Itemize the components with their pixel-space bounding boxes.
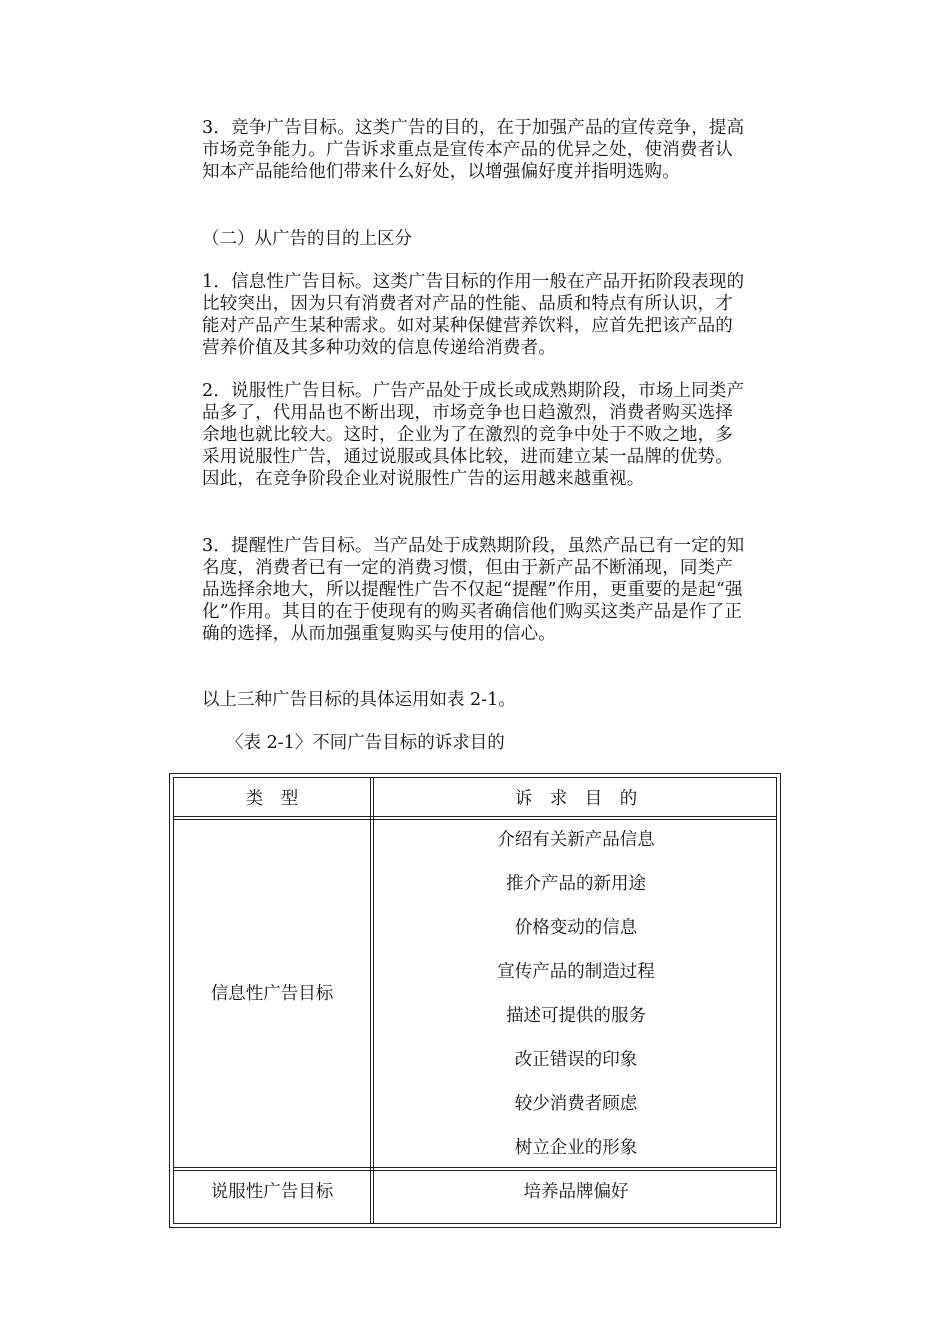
row-divider bbox=[174, 1170, 776, 1171]
goals-table bbox=[169, 773, 781, 1228]
paragraph-summary: 以上三种广告目标的具体运用如表 2-1。 bbox=[202, 690, 516, 710]
table-inner-border bbox=[173, 777, 777, 1224]
paragraph-informative-goal: 1．信息性广告目标。这类广告目标的作用一般在产品开拓阶段表现的比较突出，因为只有消费者对产品的性能、品质和特点有所认识，才能对产品产生某种需求。如对某种保健营养饮料，应首先把该产品的营养价值及其多种功效的信息传递给消费者。 bbox=[202, 272, 745, 358]
table-caption: 〈表 2-1〉不同广告目标的诉求目的 bbox=[226, 733, 505, 753]
purpose-item: 宣传产品的制造过程 bbox=[497, 962, 655, 982]
paragraph-persuasive-goal: 2．说服性广告目标。广告产品处于成长或成熟期阶段，市场上同类产品多了，代用品也不断出现，市场竞争也日趋激烈，消费者购买选择余地也就比较大。这时，企业为了在激烈的竞争中处于不败之地，多采用说服性广告，通过说服或具体比较，进而建立某一品牌的优势。因此，在竞争阶段企业对说服性广告的运用越来越重视。 bbox=[202, 381, 745, 489]
header-divider bbox=[174, 819, 776, 820]
purpose-item: 推介产品的新用途 bbox=[506, 874, 646, 894]
purpose-item: 描述可提供的服务 bbox=[506, 1006, 646, 1026]
purpose-item: 较少消费者顾虑 bbox=[514, 1094, 638, 1114]
header-type: 类 型 bbox=[245, 789, 299, 809]
table-row-type: 信息性广告目标 bbox=[210, 984, 334, 1004]
purpose-item: 改正错误的印象 bbox=[514, 1050, 638, 1070]
header-purpose: 诉 求 目 的 bbox=[514, 789, 638, 809]
paragraph-competitive-goal: 3．竞争广告目标。这类广告的目的，在于加强产品的宣传竞争，提高市场竞争能力。广告诉求重点是宣传本产品的优异之处，使消费者认知本产品能给他们带来什么好处，以增强偏好度并指明选购。 bbox=[202, 118, 745, 182]
purpose-item: 培养品牌偏好 bbox=[523, 1182, 629, 1202]
purpose-item: 价格变动的信息 bbox=[514, 918, 638, 938]
header-divider bbox=[174, 816, 776, 817]
paragraph-reminder-goal: 3．提醒性广告目标。当产品处于成熟期阶段，虽然产品已有一定的知名度，消费者已有一定的消费习惯，但由于新产品不断涌现，同类产品选择余地大，所以提醒性广告不仅起“提醒”作用，更重要的是起“强化”作用。其目的在于使现有的购买者确信他们购买这类产品是作了正确的选择，从而加强重复购买与使用的信心。 bbox=[202, 536, 745, 644]
column-divider bbox=[370, 778, 371, 1223]
row-divider bbox=[174, 1167, 776, 1168]
purpose-item: 树立企业的形象 bbox=[514, 1138, 638, 1158]
table-row-type: 说服性广告目标 bbox=[210, 1182, 334, 1202]
purpose-item: 介绍有关新产品信息 bbox=[497, 830, 655, 850]
section-heading: （二）从广告的目的上区分 bbox=[202, 229, 412, 249]
